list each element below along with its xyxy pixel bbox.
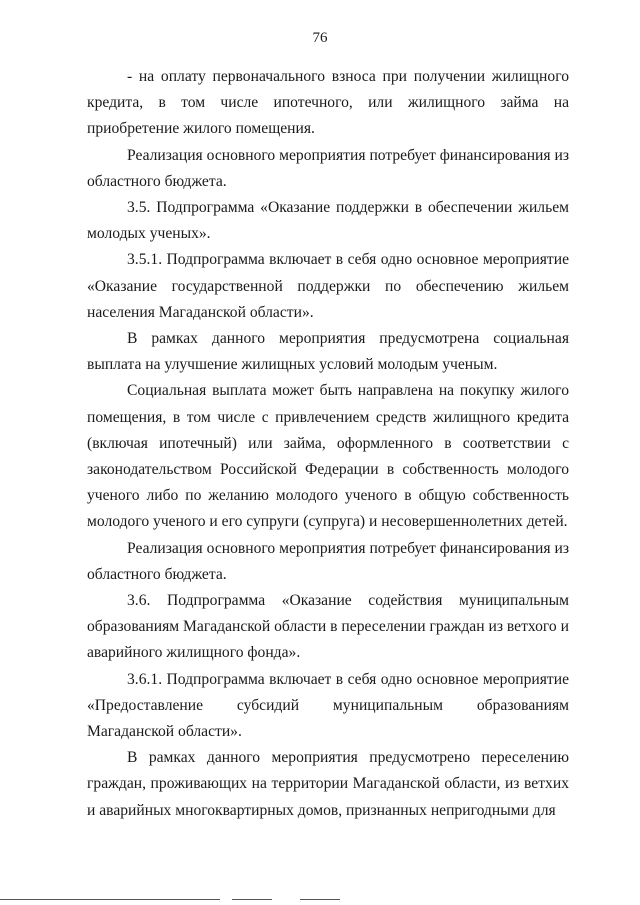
paragraph: Реализация основного мероприятия потребует финансирования из областного бюджета.	[87, 539, 569, 583]
footer-line	[0, 899, 220, 900]
paragraph: 3.5.1. Подпрограмма включает в себя одно основное мероприятие «Оказание государственной поддержки по обеспечению жильем населения Магаданской области».	[87, 251, 569, 321]
paragraph: 3.5. Подпрограмма «Оказание поддержки в обеспечении жильем молодых ученых».	[87, 199, 569, 243]
paragraph: В рамках данного мероприятия предусмотрено переселению граждан, проживающих на территории Магаданской области, из ветхих и аварийных многоквартирных домов, признанных непригодными для	[87, 749, 569, 819]
footer-scan-marks	[0, 893, 640, 905]
footer-line	[300, 899, 340, 900]
page-number: 76	[312, 30, 328, 46]
paragraph: 3.6.1. Подпрограмма включает в себя одно основное мероприятие «Предоставление субсидий муниципальным образованиям Магаданской области».	[87, 670, 569, 741]
paragraph: 3.6. Подпрограмма «Оказание содействия муниципальным образованиям Магаданской области в переселении граждан из ветхого и аварийного жилищного фонда».	[87, 592, 569, 662]
footer-line	[232, 899, 272, 900]
paragraph: - на оплату первоначального взноса при получении жилищного кредита, в том числе ипотечного, или жилищного займа на приобретение жилого помещения.	[87, 68, 569, 138]
paragraph: Социальная выплата может быть направлена на покупку жилого помещения, в том числе с привлечением средств жилищного кредита (включая ипотечный) или займа, оформленного в соответствии с законодательством Российской Федерации в собственность молодого ученого либо по желанию молодого ученого в общую собственность молодого ученого и его супруги (супруга) и несовершеннолетних детей.	[87, 382, 569, 531]
paragraph: Реализация основного мероприятия потребует финансирования из областного бюджета.	[87, 146, 569, 190]
document-body	[87, 64, 569, 824]
paragraph: В рамках данного мероприятия предусмотрена социальная выплата на улучшение жилищных условий молодым ученым.	[87, 330, 569, 374]
